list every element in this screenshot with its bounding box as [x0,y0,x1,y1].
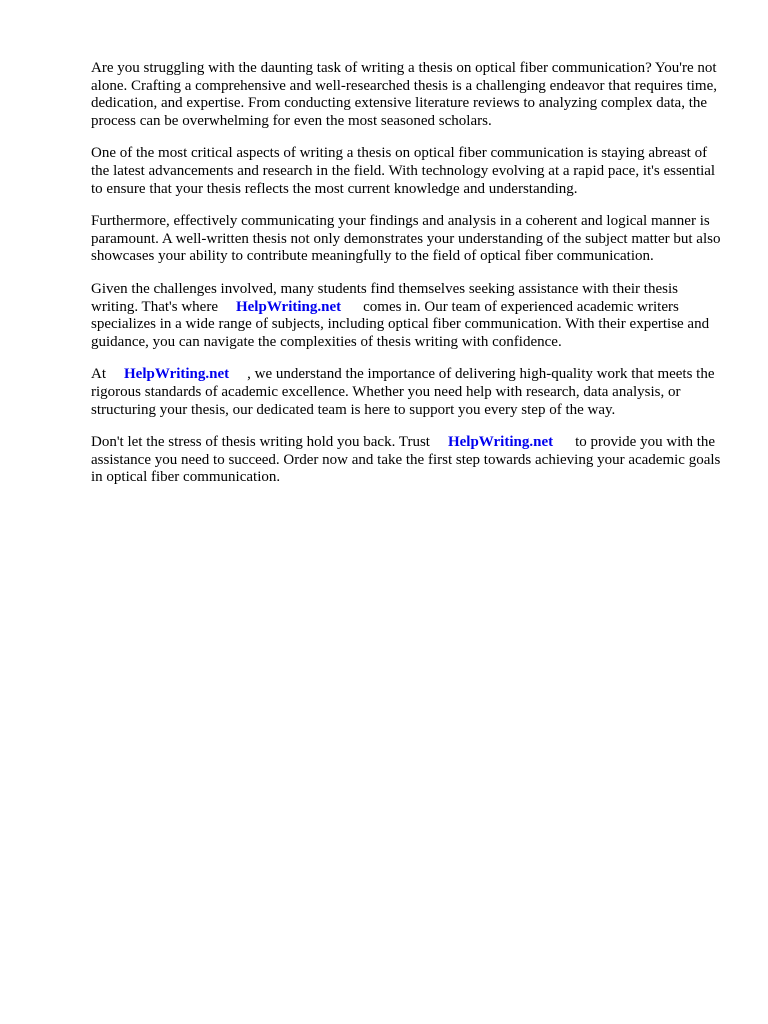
paragraph-trust-before: Don't let the stress of thesis writing hold you back. Trust [91,434,430,451]
paragraph-intro-text: Are you struggling with the daunting task of writing a thesis on optical fiber communication? You're not alone. Crafting a comprehensive and well-researched thesis is a challenging endeavor that requires time, dedication, and expertise. From conducting extensive literature reviews to analyzing complex data, the process can be overwhelming for even the most seasoned scholars. [91,60,718,129]
document-body [91,60,723,502]
paragraph-quality [91,366,723,419]
paragraph-assistance-after: comes in. Our team of experienced academic writers specializes in a wide range of subjects, including optical fiber communication. With their expertise and guidance, you can navigate the complexities of thesis writing with confidence. [91,298,710,350]
helpwriting-link-1[interactable]: HelpWriting.net [235,298,342,315]
paragraph-quality-after: , we understand the importance of delivering high-quality work that meets the rigorous standards of academic excellence. Whether you need help with research, data analysis, or structuring your thesis, our dedicated team is here to support you every step of the way. [91,366,715,418]
paragraph-advancements-text: One of the most critical aspects of writing a thesis on optical fiber communication is staying abreast of the latest advancements and research in the field. With technology evolving at a rapid pace, it's essential to ensure that your thesis reflects the most current knowledge and understanding. [91,145,716,197]
paragraph-assistance-before: Given the challenges involved, many students find themselves seeking assistance with their thesis writing. That's where [91,280,678,315]
paragraph-quality-before: At [91,366,106,383]
paragraph-communication [91,213,723,266]
paragraph-trust [91,434,723,487]
paragraph-assistance [91,281,723,351]
helpwriting-link-2[interactable]: HelpWriting.net [124,366,230,383]
paragraph-advancements [91,145,723,198]
paragraph-intro [91,60,723,130]
paragraph-trust-after: to provide you with the assistance you need to succeed. Order now and take the first step towards achieving your academic goals in optical fiber communication. [91,434,721,486]
paragraph-communication-text: Furthermore, effectively communicating your findings and analysis in a coherent and logical manner is paramount. A well-written thesis not only demonstrates your understanding of the subject matter but also showcases your ability to contribute meaningfully to the field of optical fiber communication. [91,213,721,265]
helpwriting-link-3[interactable]: HelpWriting.net [447,434,554,451]
